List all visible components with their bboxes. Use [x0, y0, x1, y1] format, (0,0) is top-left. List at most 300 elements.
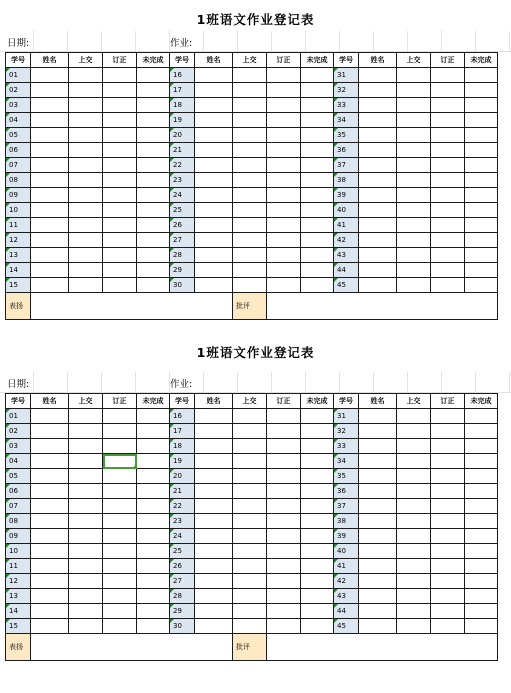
name-cell[interactable] [359, 469, 397, 484]
name-cell[interactable] [31, 589, 69, 604]
name-cell[interactable] [195, 278, 233, 293]
submitted-cell[interactable] [69, 454, 103, 469]
name-cell[interactable] [359, 263, 397, 278]
corrected-cell[interactable] [267, 499, 301, 514]
column-header[interactable]: 订正 [103, 394, 137, 409]
selected-cell[interactable] [103, 454, 137, 469]
incomplete-cell[interactable] [137, 113, 170, 128]
submitted-cell[interactable] [233, 158, 267, 173]
submitted-cell[interactable] [397, 439, 431, 454]
incomplete-cell[interactable] [301, 158, 334, 173]
name-cell[interactable] [359, 218, 397, 233]
column-header[interactable]: 学号 [334, 394, 359, 409]
corrected-cell[interactable] [267, 173, 301, 188]
name-cell[interactable] [31, 424, 69, 439]
incomplete-cell[interactable] [137, 574, 170, 589]
name-cell[interactable] [195, 439, 233, 454]
student-id-cell[interactable]: 15 [6, 619, 31, 634]
column-header[interactable]: 上交 [233, 394, 267, 409]
corrected-cell[interactable] [431, 409, 465, 424]
submitted-cell[interactable] [69, 188, 103, 203]
student-id-cell[interactable]: 30 [170, 619, 195, 634]
corrected-cell[interactable] [103, 188, 137, 203]
submitted-cell[interactable] [233, 454, 267, 469]
name-cell[interactable] [359, 574, 397, 589]
submitted-cell[interactable] [233, 469, 267, 484]
criticism-value[interactable] [267, 293, 498, 320]
column-header[interactable]: 上交 [397, 53, 431, 68]
name-cell[interactable] [195, 68, 233, 83]
submitted-cell[interactable] [69, 439, 103, 454]
name-cell[interactable] [195, 574, 233, 589]
submitted-cell[interactable] [69, 68, 103, 83]
corrected-cell[interactable] [103, 218, 137, 233]
submitted-cell[interactable] [69, 143, 103, 158]
corrected-cell[interactable] [431, 218, 465, 233]
submitted-cell[interactable] [397, 559, 431, 574]
name-cell[interactable] [31, 68, 69, 83]
submitted-cell[interactable] [397, 128, 431, 143]
corrected-cell[interactable] [267, 128, 301, 143]
corrected-cell[interactable] [267, 83, 301, 98]
name-cell[interactable] [195, 514, 233, 529]
name-cell[interactable] [359, 424, 397, 439]
incomplete-cell[interactable] [301, 98, 334, 113]
name-cell[interactable] [359, 173, 397, 188]
incomplete-cell[interactable] [465, 424, 498, 439]
praise-label[interactable]: 表扬 [6, 634, 31, 661]
submitted-cell[interactable] [69, 409, 103, 424]
column-header[interactable]: 上交 [233, 53, 267, 68]
submitted-cell[interactable] [69, 248, 103, 263]
submitted-cell[interactable] [69, 113, 103, 128]
submitted-cell[interactable] [69, 233, 103, 248]
student-id-cell[interactable]: 44 [334, 263, 359, 278]
corrected-cell[interactable] [267, 484, 301, 499]
name-cell[interactable] [195, 158, 233, 173]
submitted-cell[interactable] [397, 529, 431, 544]
name-cell[interactable] [195, 263, 233, 278]
student-id-cell[interactable]: 26 [170, 218, 195, 233]
name-cell[interactable] [359, 604, 397, 619]
student-id-cell[interactable]: 11 [6, 218, 31, 233]
corrected-cell[interactable] [431, 619, 465, 634]
submitted-cell[interactable] [69, 529, 103, 544]
corrected-cell[interactable] [431, 529, 465, 544]
column-header[interactable]: 姓名 [31, 53, 69, 68]
incomplete-cell[interactable] [301, 424, 334, 439]
student-id-cell[interactable]: 03 [6, 439, 31, 454]
incomplete-cell[interactable] [137, 188, 170, 203]
corrected-cell[interactable] [431, 248, 465, 263]
corrected-cell[interactable] [267, 574, 301, 589]
name-cell[interactable] [195, 113, 233, 128]
submitted-cell[interactable] [233, 203, 267, 218]
student-id-cell[interactable]: 21 [170, 484, 195, 499]
student-id-cell[interactable]: 45 [334, 278, 359, 293]
incomplete-cell[interactable] [465, 409, 498, 424]
incomplete-cell[interactable] [301, 454, 334, 469]
student-id-cell[interactable]: 29 [170, 263, 195, 278]
submitted-cell[interactable] [233, 218, 267, 233]
student-id-cell[interactable]: 43 [334, 589, 359, 604]
submitted-cell[interactable] [69, 203, 103, 218]
column-header[interactable]: 未完成 [137, 53, 170, 68]
corrected-cell[interactable] [267, 454, 301, 469]
submitted-cell[interactable] [233, 529, 267, 544]
incomplete-cell[interactable] [465, 218, 498, 233]
corrected-cell[interactable] [431, 203, 465, 218]
student-id-cell[interactable]: 26 [170, 559, 195, 574]
incomplete-cell[interactable] [301, 68, 334, 83]
student-id-cell[interactable]: 27 [170, 574, 195, 589]
incomplete-cell[interactable] [137, 604, 170, 619]
incomplete-cell[interactable] [137, 439, 170, 454]
submitted-cell[interactable] [233, 574, 267, 589]
submitted-cell[interactable] [69, 619, 103, 634]
submitted-cell[interactable] [233, 128, 267, 143]
column-header[interactable]: 订正 [267, 394, 301, 409]
corrected-cell[interactable] [267, 469, 301, 484]
student-id-cell[interactable]: 38 [334, 514, 359, 529]
submitted-cell[interactable] [397, 499, 431, 514]
criticism-label[interactable]: 批评 [233, 293, 267, 320]
incomplete-cell[interactable] [465, 589, 498, 604]
submitted-cell[interactable] [233, 68, 267, 83]
incomplete-cell[interactable] [301, 574, 334, 589]
incomplete-cell[interactable] [465, 158, 498, 173]
name-cell[interactable] [31, 469, 69, 484]
incomplete-cell[interactable] [465, 113, 498, 128]
corrected-cell[interactable] [267, 143, 301, 158]
submitted-cell[interactable] [233, 233, 267, 248]
incomplete-cell[interactable] [137, 424, 170, 439]
column-header[interactable]: 姓名 [359, 394, 397, 409]
submitted-cell[interactable] [233, 619, 267, 634]
submitted-cell[interactable] [397, 233, 431, 248]
submitted-cell[interactable] [397, 263, 431, 278]
date-label[interactable]: 日期: [7, 379, 30, 390]
student-id-cell[interactable]: 08 [6, 173, 31, 188]
name-cell[interactable] [195, 529, 233, 544]
student-id-cell[interactable]: 36 [334, 143, 359, 158]
corrected-cell[interactable] [103, 68, 137, 83]
name-cell[interactable] [31, 484, 69, 499]
name-cell[interactable] [31, 619, 69, 634]
incomplete-cell[interactable] [301, 173, 334, 188]
student-id-cell[interactable]: 42 [334, 233, 359, 248]
incomplete-cell[interactable] [465, 203, 498, 218]
column-header[interactable]: 姓名 [195, 53, 233, 68]
incomplete-cell[interactable] [301, 544, 334, 559]
corrected-cell[interactable] [267, 263, 301, 278]
student-id-cell[interactable]: 22 [170, 158, 195, 173]
corrected-cell[interactable] [267, 203, 301, 218]
corrected-cell[interactable] [431, 544, 465, 559]
student-id-cell[interactable]: 35 [334, 469, 359, 484]
submitted-cell[interactable] [397, 158, 431, 173]
corrected-cell[interactable] [267, 589, 301, 604]
incomplete-cell[interactable] [465, 454, 498, 469]
submitted-cell[interactable] [397, 619, 431, 634]
name-cell[interactable] [359, 484, 397, 499]
student-id-cell[interactable]: 11 [6, 559, 31, 574]
corrected-cell[interactable] [431, 113, 465, 128]
submitted-cell[interactable] [397, 188, 431, 203]
corrected-cell[interactable] [103, 559, 137, 574]
incomplete-cell[interactable] [465, 499, 498, 514]
corrected-cell[interactable] [267, 439, 301, 454]
student-id-cell[interactable]: 08 [6, 514, 31, 529]
name-cell[interactable] [195, 83, 233, 98]
student-id-cell[interactable]: 20 [170, 128, 195, 143]
student-id-cell[interactable]: 01 [6, 409, 31, 424]
corrected-cell[interactable] [267, 113, 301, 128]
incomplete-cell[interactable] [137, 143, 170, 158]
student-id-cell[interactable]: 19 [170, 113, 195, 128]
student-id-cell[interactable]: 15 [6, 278, 31, 293]
student-id-cell[interactable]: 19 [170, 454, 195, 469]
incomplete-cell[interactable] [137, 514, 170, 529]
column-header[interactable]: 订正 [431, 394, 465, 409]
name-cell[interactable] [31, 233, 69, 248]
corrected-cell[interactable] [267, 98, 301, 113]
submitted-cell[interactable] [233, 113, 267, 128]
student-id-cell[interactable]: 16 [170, 409, 195, 424]
corrected-cell[interactable] [431, 143, 465, 158]
incomplete-cell[interactable] [465, 143, 498, 158]
student-id-cell[interactable]: 09 [6, 188, 31, 203]
corrected-cell[interactable] [103, 574, 137, 589]
student-id-cell[interactable]: 39 [334, 188, 359, 203]
column-header[interactable]: 未完成 [465, 53, 498, 68]
submitted-cell[interactable] [69, 604, 103, 619]
incomplete-cell[interactable] [465, 263, 498, 278]
column-header[interactable]: 订正 [267, 53, 301, 68]
submitted-cell[interactable] [233, 514, 267, 529]
submitted-cell[interactable] [69, 98, 103, 113]
corrected-cell[interactable] [103, 83, 137, 98]
incomplete-cell[interactable] [465, 619, 498, 634]
incomplete-cell[interactable] [137, 619, 170, 634]
submitted-cell[interactable] [233, 248, 267, 263]
incomplete-cell[interactable] [465, 233, 498, 248]
corrected-cell[interactable] [103, 409, 137, 424]
submitted-cell[interactable] [69, 173, 103, 188]
corrected-cell[interactable] [103, 278, 137, 293]
incomplete-cell[interactable] [465, 83, 498, 98]
submitted-cell[interactable] [233, 589, 267, 604]
student-id-cell[interactable]: 22 [170, 499, 195, 514]
name-cell[interactable] [195, 98, 233, 113]
corrected-cell[interactable] [431, 439, 465, 454]
submitted-cell[interactable] [233, 278, 267, 293]
corrected-cell[interactable] [267, 218, 301, 233]
incomplete-cell[interactable] [137, 218, 170, 233]
name-cell[interactable] [31, 248, 69, 263]
column-header[interactable]: 学号 [6, 53, 31, 68]
incomplete-cell[interactable] [301, 263, 334, 278]
corrected-cell[interactable] [431, 454, 465, 469]
student-id-cell[interactable]: 35 [334, 128, 359, 143]
homework-label[interactable]: 作业: [170, 38, 193, 49]
name-cell[interactable] [31, 454, 69, 469]
name-cell[interactable] [359, 98, 397, 113]
student-id-cell[interactable]: 30 [170, 278, 195, 293]
student-id-cell[interactable]: 02 [6, 424, 31, 439]
incomplete-cell[interactable] [137, 248, 170, 263]
student-id-cell[interactable]: 10 [6, 544, 31, 559]
name-cell[interactable] [31, 278, 69, 293]
corrected-cell[interactable] [103, 143, 137, 158]
name-cell[interactable] [31, 544, 69, 559]
student-id-cell[interactable]: 36 [334, 484, 359, 499]
incomplete-cell[interactable] [137, 173, 170, 188]
student-id-cell[interactable]: 13 [6, 248, 31, 263]
submitted-cell[interactable] [397, 113, 431, 128]
name-cell[interactable] [359, 619, 397, 634]
incomplete-cell[interactable] [465, 529, 498, 544]
name-cell[interactable] [359, 128, 397, 143]
submitted-cell[interactable] [233, 188, 267, 203]
column-header[interactable]: 未完成 [301, 53, 334, 68]
corrected-cell[interactable] [431, 278, 465, 293]
name-cell[interactable] [195, 589, 233, 604]
submitted-cell[interactable] [233, 143, 267, 158]
corrected-cell[interactable] [103, 203, 137, 218]
submitted-cell[interactable] [69, 544, 103, 559]
submitted-cell[interactable] [69, 484, 103, 499]
corrected-cell[interactable] [431, 233, 465, 248]
submitted-cell[interactable] [69, 158, 103, 173]
corrected-cell[interactable] [267, 514, 301, 529]
column-header[interactable]: 未完成 [301, 394, 334, 409]
name-cell[interactable] [31, 128, 69, 143]
submitted-cell[interactable] [397, 143, 431, 158]
submitted-cell[interactable] [397, 218, 431, 233]
incomplete-cell[interactable] [465, 188, 498, 203]
corrected-cell[interactable] [431, 128, 465, 143]
corrected-cell[interactable] [103, 604, 137, 619]
corrected-cell[interactable] [103, 619, 137, 634]
corrected-cell[interactable] [103, 173, 137, 188]
incomplete-cell[interactable] [301, 248, 334, 263]
submitted-cell[interactable] [233, 544, 267, 559]
corrected-cell[interactable] [267, 424, 301, 439]
incomplete-cell[interactable] [301, 203, 334, 218]
corrected-cell[interactable] [267, 233, 301, 248]
name-cell[interactable] [31, 559, 69, 574]
student-id-cell[interactable]: 38 [334, 173, 359, 188]
submitted-cell[interactable] [233, 499, 267, 514]
corrected-cell[interactable] [103, 158, 137, 173]
name-cell[interactable] [31, 83, 69, 98]
name-cell[interactable] [31, 158, 69, 173]
column-header[interactable]: 学号 [6, 394, 31, 409]
student-id-cell[interactable]: 10 [6, 203, 31, 218]
name-cell[interactable] [359, 158, 397, 173]
incomplete-cell[interactable] [301, 218, 334, 233]
incomplete-cell[interactable] [137, 83, 170, 98]
incomplete-cell[interactable] [465, 98, 498, 113]
name-cell[interactable] [359, 514, 397, 529]
name-cell[interactable] [195, 484, 233, 499]
student-id-cell[interactable]: 05 [6, 469, 31, 484]
corrected-cell[interactable] [431, 158, 465, 173]
column-header[interactable]: 未完成 [465, 394, 498, 409]
student-id-cell[interactable]: 01 [6, 68, 31, 83]
incomplete-cell[interactable] [301, 278, 334, 293]
submitted-cell[interactable] [397, 278, 431, 293]
name-cell[interactable] [31, 143, 69, 158]
submitted-cell[interactable] [397, 248, 431, 263]
student-id-cell[interactable]: 23 [170, 173, 195, 188]
submitted-cell[interactable] [397, 83, 431, 98]
incomplete-cell[interactable] [137, 469, 170, 484]
incomplete-cell[interactable] [137, 499, 170, 514]
corrected-cell[interactable] [267, 529, 301, 544]
submitted-cell[interactable] [397, 469, 431, 484]
incomplete-cell[interactable] [301, 619, 334, 634]
incomplete-cell[interactable] [465, 128, 498, 143]
submitted-cell[interactable] [69, 499, 103, 514]
incomplete-cell[interactable] [465, 469, 498, 484]
name-cell[interactable] [31, 604, 69, 619]
student-id-cell[interactable]: 40 [334, 203, 359, 218]
incomplete-cell[interactable] [301, 233, 334, 248]
student-id-cell[interactable]: 32 [334, 424, 359, 439]
corrected-cell[interactable] [431, 559, 465, 574]
column-header[interactable]: 姓名 [31, 394, 69, 409]
name-cell[interactable] [195, 469, 233, 484]
submitted-cell[interactable] [69, 514, 103, 529]
incomplete-cell[interactable] [301, 559, 334, 574]
name-cell[interactable] [195, 424, 233, 439]
incomplete-cell[interactable] [465, 173, 498, 188]
incomplete-cell[interactable] [301, 589, 334, 604]
date-label[interactable]: 日期: [7, 38, 30, 49]
corrected-cell[interactable] [431, 574, 465, 589]
student-id-cell[interactable]: 45 [334, 619, 359, 634]
incomplete-cell[interactable] [137, 203, 170, 218]
student-id-cell[interactable]: 12 [6, 574, 31, 589]
student-id-cell[interactable]: 28 [170, 248, 195, 263]
criticism-value[interactable] [267, 634, 498, 661]
praise-value[interactable] [31, 634, 233, 661]
submitted-cell[interactable] [397, 589, 431, 604]
incomplete-cell[interactable] [465, 278, 498, 293]
incomplete-cell[interactable] [465, 559, 498, 574]
name-cell[interactable] [359, 248, 397, 263]
student-id-cell[interactable]: 32 [334, 83, 359, 98]
submitted-cell[interactable] [69, 218, 103, 233]
corrected-cell[interactable] [267, 604, 301, 619]
incomplete-cell[interactable] [137, 529, 170, 544]
name-cell[interactable] [359, 409, 397, 424]
name-cell[interactable] [359, 454, 397, 469]
incomplete-cell[interactable] [301, 439, 334, 454]
submitted-cell[interactable] [397, 409, 431, 424]
submitted-cell[interactable] [233, 559, 267, 574]
name-cell[interactable] [31, 218, 69, 233]
incomplete-cell[interactable] [301, 499, 334, 514]
name-cell[interactable] [359, 499, 397, 514]
student-id-cell[interactable]: 21 [170, 143, 195, 158]
incomplete-cell[interactable] [137, 233, 170, 248]
corrected-cell[interactable] [431, 589, 465, 604]
incomplete-cell[interactable] [301, 484, 334, 499]
corrected-cell[interactable] [103, 589, 137, 604]
